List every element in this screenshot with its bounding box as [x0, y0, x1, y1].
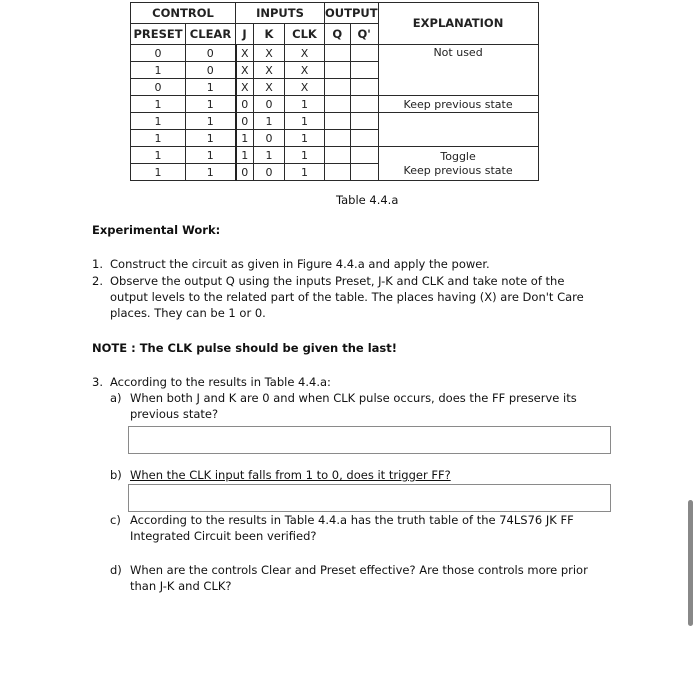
preset-cell: 1 [131, 164, 186, 181]
question-d-line-1: When are the controls Clear and Preset effective? Are those controls more prior [130, 563, 588, 577]
q-cell [325, 45, 351, 62]
clear-cell: 1 [186, 130, 236, 147]
preset-cell: 1 [131, 113, 186, 130]
j-cell: 0 [236, 113, 254, 130]
q-cell [325, 96, 351, 113]
clear-cell: 1 [186, 113, 236, 130]
j-cell: X [236, 45, 254, 62]
control-header: CONTROL [131, 3, 236, 24]
j-cell: 1 [236, 147, 254, 164]
q-bar-cell [350, 96, 378, 113]
q-bar-cell [350, 45, 378, 62]
q-bar-cell [350, 113, 378, 130]
answer-b-input[interactable] [128, 484, 611, 512]
question-b-text: When the CLK input falls from 1 to 0, does it trigger FF? [130, 468, 451, 482]
k-cell: 1 [254, 113, 285, 130]
table-row [131, 147, 539, 164]
question-d-line-2: than J-K and CLK? [130, 579, 232, 593]
preset-cell: 1 [131, 147, 186, 164]
clk-cell: X [285, 45, 325, 62]
step2-line-1: Observe the output Q using the inputs Preset, J-K and CLK and take note of the [110, 274, 565, 288]
q-bar-cell [350, 62, 378, 79]
clear-cell: 0 [186, 45, 236, 62]
step3-text: According to the results in Table 4.4.a: [110, 375, 331, 389]
question-a-line-1: When both J and K are 0 and when CLK pulse occurs, does the FF preserve its [130, 391, 577, 405]
q-bar-header: Q' [350, 24, 378, 45]
vertical-scrollbar[interactable] [688, 500, 693, 626]
step1-number: 1. [92, 257, 103, 271]
q-bar-cell [350, 147, 378, 164]
step2-line-2: output levels to the related part of the table. The places having (X) are Don't Care [110, 290, 584, 304]
explanation-header: EXPLANATION [378, 3, 538, 45]
q-header: Q [325, 24, 351, 45]
q-bar-cell [350, 79, 378, 96]
explanation-empty [378, 113, 538, 147]
table-row [131, 96, 539, 113]
k-cell: 0 [254, 164, 285, 181]
preset-cell: 1 [131, 62, 186, 79]
preset-cell: 0 [131, 45, 186, 62]
clk-cell: 1 [285, 147, 325, 164]
truth-table [130, 2, 539, 181]
experimental-heading: Experimental Work: [92, 223, 221, 237]
clear-cell: 1 [186, 147, 236, 164]
q-cell [325, 79, 351, 96]
j-cell: X [236, 62, 254, 79]
table-row [131, 45, 539, 62]
clk-note: NOTE : The CLK pulse should be given the last! [92, 341, 398, 355]
clk-cell: 1 [285, 113, 325, 130]
q-bar-cell [350, 130, 378, 147]
q-cell [325, 113, 351, 130]
question-c-line-2: Integrated Circuit been verified? [130, 529, 317, 543]
k-cell: 0 [254, 96, 285, 113]
k-header: K [254, 24, 285, 45]
k-cell: X [254, 62, 285, 79]
clk-cell: 1 [285, 96, 325, 113]
table-row [131, 113, 539, 130]
k-cell: 0 [254, 130, 285, 147]
q-bar-cell [350, 164, 378, 181]
j-cell: 1 [236, 130, 254, 147]
question-a-label: a) [110, 391, 122, 405]
clear-cell: 0 [186, 62, 236, 79]
clk-cell: 1 [285, 130, 325, 147]
inputs-header: INPUTS [236, 3, 325, 24]
clear-cell: 1 [186, 96, 236, 113]
explanation-toggle-keep [378, 147, 538, 181]
step2-number: 2. [92, 274, 103, 288]
step2-line-3: places. They can be 1 or 0. [110, 306, 266, 320]
k-cell: X [254, 45, 285, 62]
q-cell [325, 164, 351, 181]
output-header: OUTPUT [325, 3, 379, 24]
explanation-keep-previous-2: Keep previous state [403, 163, 513, 177]
clk-cell: 1 [285, 164, 325, 181]
j-cell: X [236, 79, 254, 96]
answer-a-input[interactable] [128, 426, 611, 454]
preset-cell: 1 [131, 96, 186, 113]
preset-cell: 0 [131, 79, 186, 96]
j-cell: 0 [236, 164, 254, 181]
clear-cell: 1 [186, 164, 236, 181]
q-cell [325, 62, 351, 79]
explanation-not-used: Not used [378, 45, 538, 96]
explanation-keep-previous: Keep previous state [378, 96, 538, 113]
question-c-label: c) [110, 513, 121, 527]
preset-header: PRESET [131, 24, 186, 45]
step3-number: 3. [92, 375, 103, 389]
j-header: J [236, 24, 254, 45]
explanation-toggle: Toggle [440, 149, 476, 163]
step1-text: Construct the circuit as given in Figure 4.4.a and apply the power. [110, 257, 490, 271]
preset-cell: 1 [131, 130, 186, 147]
clear-header: CLEAR [186, 24, 236, 45]
clk-header: CLK [285, 24, 325, 45]
question-a-line-2: previous state? [130, 407, 219, 421]
question-b-label: b) [110, 468, 122, 482]
k-cell: X [254, 79, 285, 96]
question-c-line-1: According to the results in Table 4.4.a has the truth table of the 74LS76 JK FF [130, 513, 574, 527]
q-cell [325, 147, 351, 164]
table-caption: Table 4.4.a [336, 193, 399, 207]
q-cell [325, 130, 351, 147]
question-d-label: d) [110, 563, 122, 577]
clear-cell: 1 [186, 79, 236, 96]
j-cell: 0 [236, 96, 254, 113]
clk-cell: X [285, 62, 325, 79]
k-cell: 1 [254, 147, 285, 164]
clk-cell: X [285, 79, 325, 96]
